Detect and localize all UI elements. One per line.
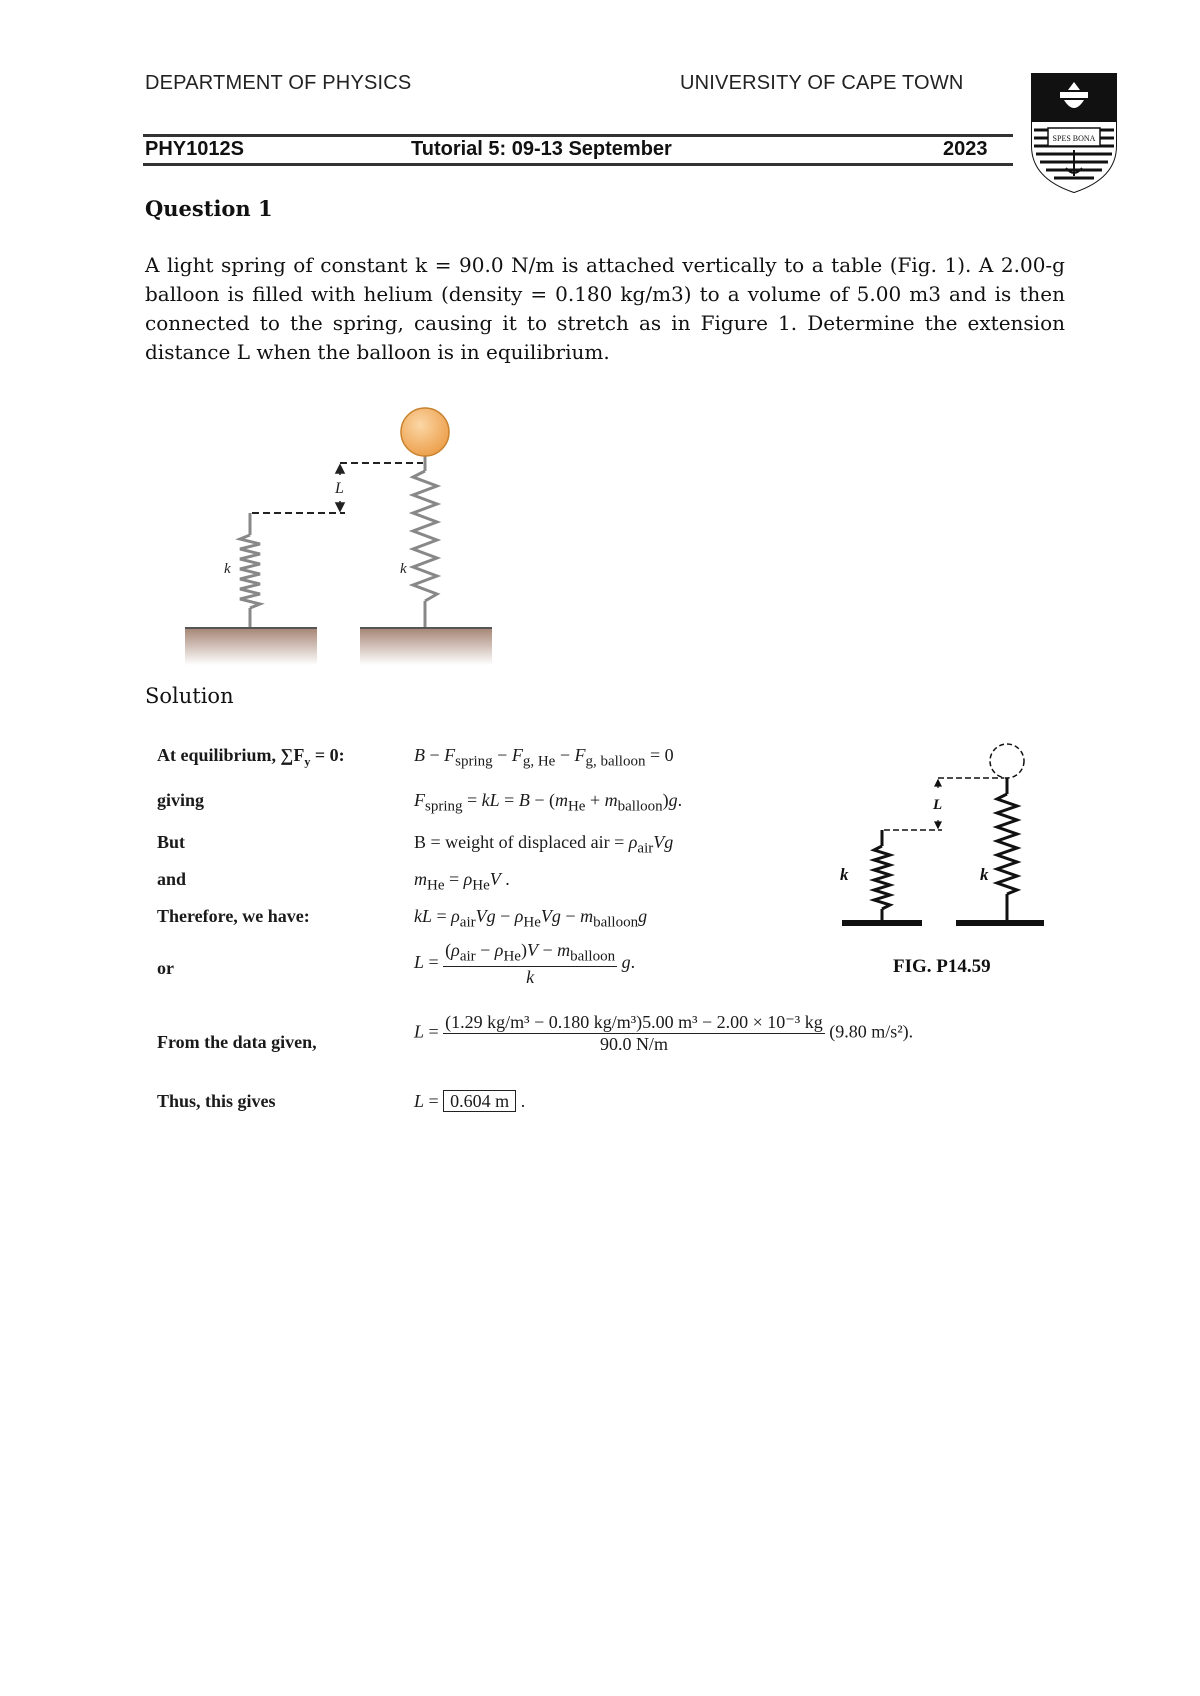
course-code: PHY1012S	[145, 138, 244, 160]
figure-caption: FIG. P14.59	[893, 956, 991, 977]
solution-label-therefore: Therefore, we have:	[157, 906, 310, 926]
solution-label-equilibrium: At equilibrium, $\sum F_y = 0$:	[157, 745, 345, 769]
equation-kL: kL = $\rho_{air}Vg - \rho_{He}Vg - m_{balloon}g$	[414, 906, 648, 931]
header-rule-bottom	[143, 163, 1013, 166]
fig-spring-left	[874, 830, 890, 920]
fig-base-left	[842, 920, 922, 926]
question-title: Question 1	[145, 196, 273, 221]
spring-left	[240, 513, 260, 627]
balloon	[401, 408, 449, 456]
equation-buoyancy: B = weight of displaced air = $\rho_{air}Vg$	[414, 832, 674, 857]
solution-label-and: and	[157, 869, 187, 889]
figure-1-spring-balloon	[180, 405, 500, 665]
equation-L-numeric: L = $\frac{\text{(1.29 kg/m³ − 0.180 kg/m³)5.00 m³ − 2.00 × 10⁻³ kg}}{90.0 N/m}$ (9.80 m/s²).	[414, 1012, 914, 1054]
crest-motto: SPES BONA	[1052, 134, 1096, 143]
university-name: UNIVERSITY OF CAPE TOWN	[680, 72, 964, 94]
solution-label-thus: Thus, this gives	[157, 1091, 276, 1111]
header-rule-top	[143, 134, 1013, 137]
equation-helium-mass: $m_{He} = \rho_{He}V$ .	[414, 869, 510, 894]
spring-right	[413, 453, 437, 627]
fig-base-right	[956, 920, 1044, 926]
equation-equilibrium: $B - F_{spring} - F_{g, He} - F_{g, balloon} = 0$	[414, 745, 674, 770]
fig-k-left-label: k	[840, 865, 849, 884]
figure-p14-59	[838, 742, 1048, 932]
university-crest-logo	[1030, 72, 1118, 194]
solution-label-or: or	[157, 958, 174, 978]
table-left	[185, 627, 317, 665]
extension-label-L: L	[335, 480, 344, 497]
equation-spring-force: $F_{spring}$ = kL = $B - (m_{He} + m_{balloon})g$.	[414, 790, 683, 815]
result-box: 0.604 m	[443, 1090, 516, 1112]
fig-L-label: L	[933, 797, 943, 813]
equation-result: L = 0.604 m .	[414, 1091, 526, 1111]
solution-label-giving: giving	[157, 790, 205, 810]
solution-title: Solution	[145, 684, 234, 708]
equation-L-symbolic: L = $\frac{(\rho_{air} - \rho_{He})V - m_{balloon}}{k}$ g.	[414, 940, 636, 987]
table-right	[360, 627, 492, 665]
department-name: DEPARTMENT OF PHYSICS	[145, 72, 412, 94]
year: 2023	[943, 138, 988, 160]
fig-spring-right	[997, 778, 1017, 920]
spring-constant-label-left: k	[224, 561, 231, 577]
solution-label-from-data: From the data given,	[157, 1032, 317, 1052]
solution-label-but: But	[157, 832, 186, 852]
fig-balloon	[990, 744, 1024, 778]
question-text: A light spring of constant k = 90.0 N/m is attached vertically to a table (Fig. 1). A 2.00-g balloon is filled with helium (density = 0.180 kg/m3) to a volume of 5.00 m3 and is then connected to the spring, causing it to stretch as in Figure 1. Determine the extension distance L when the balloon is in equilibrium.	[145, 253, 1065, 364]
spring-constant-label-right: k	[400, 561, 407, 577]
fig-k-right-label: k	[980, 865, 989, 884]
tutorial-title: Tutorial 5: 09-13 September	[411, 138, 672, 160]
